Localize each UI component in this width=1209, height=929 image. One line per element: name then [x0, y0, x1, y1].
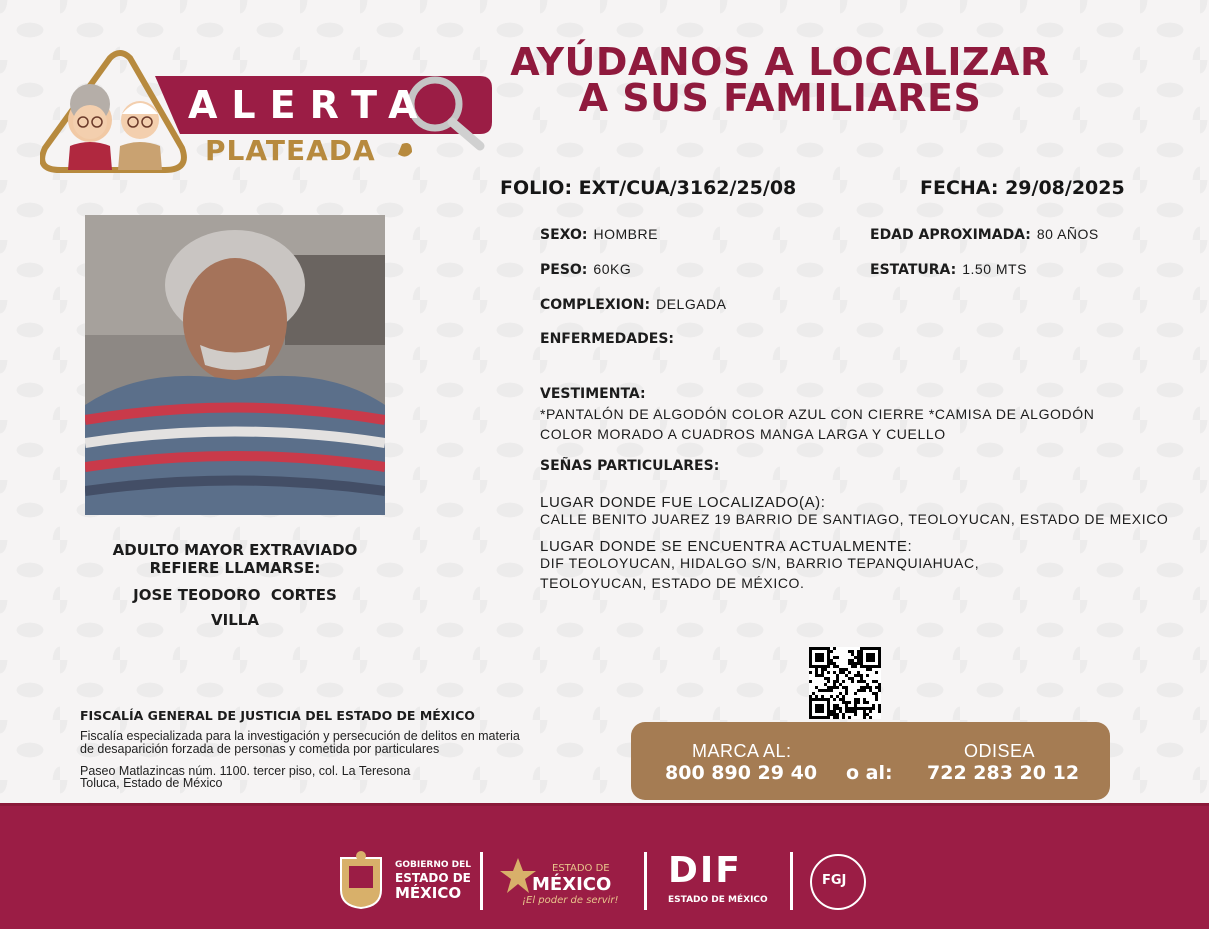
edomex-main: MÉXICO: [532, 874, 612, 895]
dif-sub: ESTADO DE MÉXICO: [668, 895, 768, 905]
gobierno-text: [395, 860, 471, 901]
odisea-phone[interactable]: 722 283 20 12: [927, 762, 1080, 784]
state-coat-of-arms-icon: [335, 850, 387, 910]
agency-desc-1: Fiscalía especializada para la investigación y persecución de delitos en materia: [80, 729, 520, 743]
fgj-seal-icon: [810, 854, 866, 910]
lugar-actual-label: LUGAR DONDE SE ENCUENTRA ACTUALMENTE:: [540, 538, 913, 555]
footer-divider: [644, 852, 647, 910]
headline-line-2: A SUS FAMILIARES: [578, 76, 982, 120]
folio: FOLIO: EXT/CUA/3162/25/08: [500, 177, 797, 199]
person-photo: [85, 215, 385, 515]
footer-bar: [0, 803, 1209, 929]
gobierno-line-3: MÉXICO: [395, 884, 462, 902]
peso-label: PESO:: [540, 262, 588, 278]
marca-phone[interactable]: 800 890 29 40: [665, 762, 818, 784]
agency-desc-2: de desaparición forzada de personas y cometida por particulares: [80, 742, 440, 756]
edad-field: [870, 226, 1099, 243]
agency-address-1: Paseo Matlazincas núm. 1100. tercer piso, col. La Teresona: [80, 764, 411, 778]
vestimenta-line-1: *PANTALÓN DE ALGODÓN COLOR AZUL CON CIERRE *CAMISA DE ALGODÓN: [540, 406, 1095, 422]
vestimenta-label: VESTIMENTA:: [540, 386, 646, 402]
complexion-value: DELGADA: [656, 296, 727, 312]
estatura-field: [870, 261, 1027, 278]
person-name-line-2: VILLA: [211, 611, 259, 629]
complexion-label: COMPLEXION:: [540, 297, 651, 313]
qr-code[interactable]: [809, 647, 881, 719]
enfermedades-label: ENFERMEDADES:: [540, 331, 675, 347]
sexo-label: SEXO:: [540, 227, 588, 243]
estatura-value: 1.50 MTS: [962, 261, 1027, 277]
lugar-actual-line-2: TEOLOYUCAN, ESTADO DE MÉXICO.: [540, 575, 805, 591]
footer-divider: [790, 852, 793, 910]
contact-box: [631, 722, 1110, 800]
or-label: o al:: [846, 762, 893, 784]
agency-address-2: Toluca, Estado de México: [80, 776, 223, 790]
peso-value: 60KG: [593, 261, 632, 277]
agency-title: FISCALÍA GENERAL DE JUSTICIA DEL ESTADO DE MÉXICO: [80, 708, 475, 723]
lugar-actual-line-1: DIF TEOLOYUCAN, HIDALGO S/N, BARRIO TEPANQUIAHUAC,: [540, 555, 980, 571]
headline-line-1: AYÚDANOS A LOCALIZAR: [510, 40, 1050, 84]
vestimenta-line-2: COLOR MORADO A CUADROS MANGA LARGA Y CUELLO: [540, 426, 946, 442]
peso-field: [540, 261, 631, 278]
caption-line-2: REFIERE LLAMARSE:: [149, 559, 321, 577]
lugar-localizado-label: LUGAR DONDE FUE LOCALIZADO(A):: [540, 494, 826, 511]
footer-divider: [480, 852, 483, 910]
edomex-slogan: ¡El poder de servir!: [522, 895, 619, 906]
caption-line-1: ADULTO MAYOR EXTRAVIADO: [112, 541, 358, 559]
fgj-text: FGJ: [822, 873, 847, 888]
gobierno-line-2: ESTADO DE: [395, 871, 471, 885]
edomex-top: ESTADO DE: [552, 863, 610, 874]
estatura-label: ESTATURA:: [870, 262, 957, 278]
alerta-plateada-logo: [40, 48, 500, 178]
senas-label: SEÑAS PARTICULARES:: [540, 458, 720, 474]
edad-label: EDAD APROXIMADA:: [870, 227, 1031, 243]
edad-value: 80 AÑOS: [1036, 226, 1099, 242]
dif-logo: DIF: [668, 850, 742, 891]
complexion-field: [540, 296, 727, 313]
odisea-label: ODISEA: [964, 741, 1036, 761]
fecha: FECHA: 29/08/2025: [920, 177, 1125, 199]
marca-label: MARCA AL:: [692, 741, 792, 761]
logo-sub: PLATEADA: [205, 134, 376, 167]
person-name-line-1: JOSE TEODORO CORTES: [133, 586, 337, 604]
sexo-field: [540, 226, 658, 243]
logo-word: ALERTA: [188, 83, 432, 127]
gobierno-line-1: GOBIERNO DEL: [395, 860, 471, 870]
sexo-value: HOMBRE: [593, 226, 658, 242]
lugar-localizado-value: CALLE BENITO JUAREZ 19 BARRIO DE SANTIAGO, TEOLOYUCAN, ESTADO DE MEXICO: [540, 511, 1169, 527]
